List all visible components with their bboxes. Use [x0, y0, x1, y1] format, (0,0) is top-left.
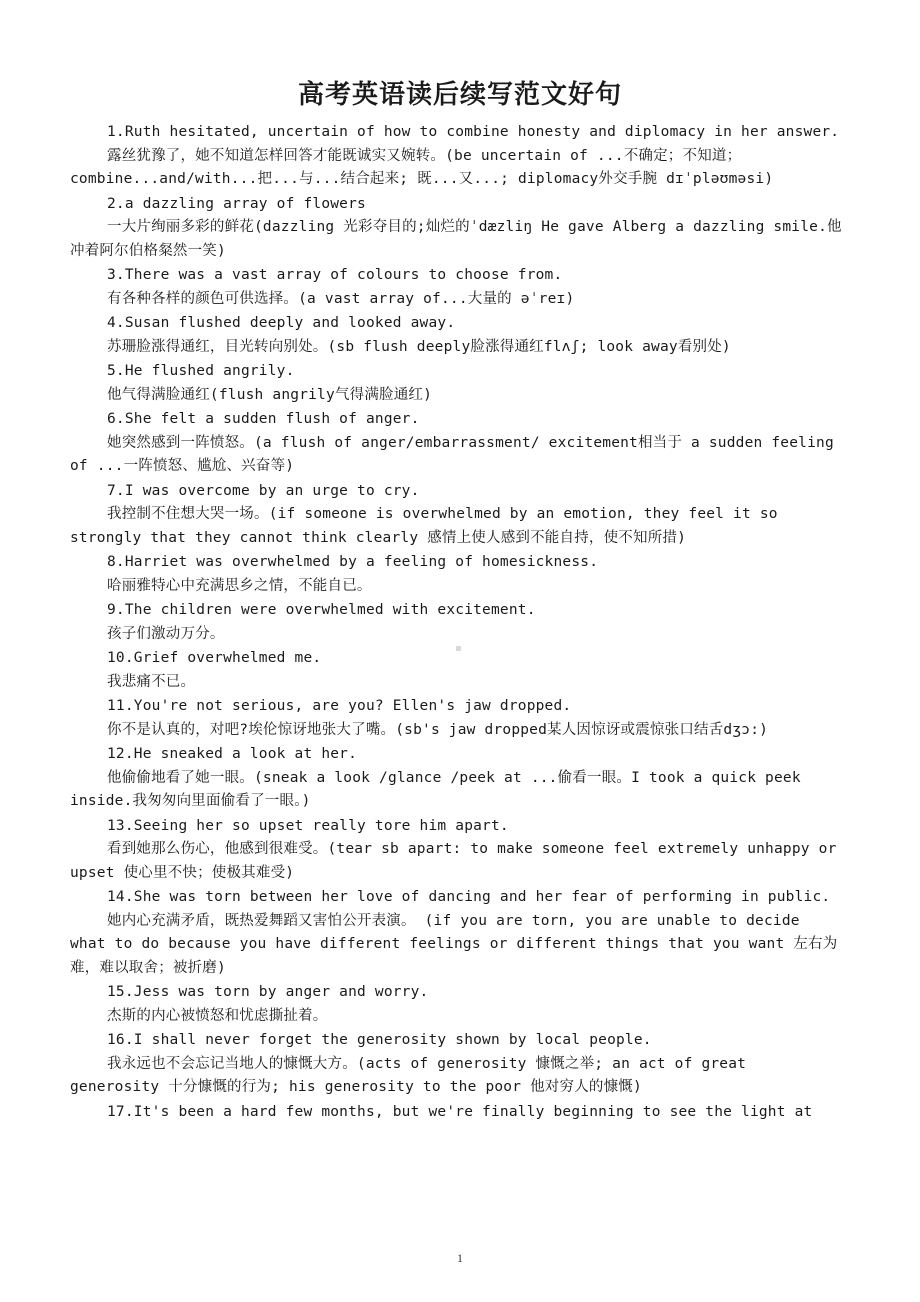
english-sentence: 13.Seeing her so upset really tore him apart.	[107, 817, 509, 834]
sentence-entry	[70, 551, 844, 598]
chinese-translation: 你不是认真的，对吧?埃伦惊讶地张大了嘴。(sb's jaw dropped某人因惊讶或震惊张口结舌dʒɔ:)	[107, 721, 769, 738]
sentence-entry	[70, 264, 844, 311]
english-sentence: 5.He flushed angrily.	[107, 363, 295, 379]
sentence-entry	[70, 743, 844, 814]
chinese-translation: 她突然感到一阵愤怒。(a flush of anger/embarrassment/ excitement相当于 a sudden feeling of ...一阵愤怒、尴尬、兴奋等)	[70, 434, 834, 474]
chinese-translation: 他偷偷地看了她一眼。(sneak a look /glance /peek at ...偷看一眼。I took a quick peek inside.我匆匆向里面偷看了一眼。)	[70, 769, 801, 809]
english-sentence: 4.Susan flushed deeply and looked away.	[107, 315, 456, 331]
chinese-translation: 他气得满脸通红(flush angrily气得满脸通红)	[107, 386, 433, 403]
english-sentence: 10.Grief overwhelmed me.	[107, 650, 322, 666]
chinese-translation: 她内心充满矛盾，既热爱舞蹈又害怕公开表演。 (if you are torn, you are unable to decide what to do because you have different feelings or different things that you want 左右为难，难以取舍；被折磨)	[70, 912, 838, 976]
chinese-translation: 露丝犹豫了，她不知道怎样回答才能既诚实又婉转。(be uncertain of ...不确定；不知道；combine...and/with...把...与...结合起来; 既...又...; diplomacy外交手腕 dɪˈpləʊməsi)	[70, 147, 774, 187]
sentence-entry	[70, 981, 844, 1028]
sentence-entry	[70, 480, 844, 551]
english-sentence: 6.She felt a sudden flush of anger.	[107, 411, 420, 427]
sentence-entry	[70, 599, 844, 646]
sentence-entry	[70, 695, 844, 742]
sentence-entry	[70, 886, 844, 980]
sentence-entry	[70, 408, 844, 479]
sentence-entry	[70, 1101, 844, 1125]
sentence-entry	[70, 312, 844, 359]
english-sentence: 1.Ruth hesitated, uncertain of how to combine honesty and diplomacy in her answer.	[107, 124, 840, 140]
page-number: 1	[457, 1251, 463, 1265]
english-sentence: 12.He sneaked a look at her.	[107, 746, 358, 762]
english-sentence: 8.Harriet was overwhelmed by a feeling of homesickness.	[107, 554, 599, 570]
chinese-translation: 哈丽雅特心中充满思乡之情，不能自已。	[107, 577, 372, 594]
chinese-translation: 我悲痛不已。	[107, 673, 196, 690]
chinese-translation: 我控制不住想大哭一场。(if someone is overwhelmed by an emotion, they feel it so strongly that they cannot think clearly 感情上使人感到不能自持，使不知所措)	[70, 506, 778, 546]
chinese-translation: 孩子们激动万分。	[107, 625, 225, 642]
chinese-translation: 有各种各样的颜色可供选择。(a vast array of...大量的 əˈreɪ)	[107, 290, 575, 307]
english-sentence: 2.a dazzling array of flowers	[107, 195, 366, 212]
chinese-translation: 杰斯的内心被愤怒和忧虑撕扯着。	[107, 1007, 328, 1024]
english-sentence: 9.The children were overwhelmed with excitement.	[107, 602, 536, 618]
chinese-translation: 看到她那么伤心，他感到很难受。(tear sb apart: to make someone feel extremely unhappy or upset 使心里不快；使极其难受)	[70, 841, 837, 881]
english-sentence: 16.I shall never forget the generosity shown by local people.	[107, 1032, 652, 1048]
sentence-entry	[70, 1029, 844, 1100]
english-sentence: 7.I was overcome by an urge to cry.	[107, 482, 420, 499]
english-sentence: 11.You're not serious, are you? Ellen's jaw dropped.	[107, 698, 572, 714]
chinese-translation: 我永远也不会忘记当地人的慷慨大方。(acts of generosity 慷慨之举; an act of great generosity 十分慷慨的行为; his generosity to the poor 他对穷人的慷慨)	[70, 1055, 747, 1095]
english-sentence: 17.It's been a hard few months, but we're finally beginning to see the light at	[107, 1103, 813, 1120]
sentence-entry	[70, 121, 844, 192]
page-title: 高考英语读后续写范文好句	[297, 80, 622, 110]
sentence-entry	[70, 360, 844, 407]
chinese-translation: 苏珊脸涨得通红，目光转向别处。(sb flush deeply脸涨得通红flʌʃ; look away看别处)	[107, 338, 731, 355]
scan-speck	[456, 646, 461, 651]
chinese-translation: 一大片绚丽多彩的鲜花(dazzling 光彩夺目的;灿烂的ˈdæzliŋ He gave Alberg a dazzling smile.他冲着阿尔伯格粲然一笑)	[70, 219, 842, 259]
english-sentence: 14.She was torn between her love of dancing and her fear of performing in public.	[107, 889, 831, 905]
english-sentence: 15.Jess was torn by anger and worry.	[107, 984, 429, 1000]
sentence-entry	[70, 815, 844, 886]
english-sentence: 3.There was a vast array of colours to choose from.	[107, 267, 563, 283]
sentence-entry	[70, 193, 844, 264]
sentence-list	[70, 121, 844, 1125]
sentence-entry	[70, 647, 844, 694]
